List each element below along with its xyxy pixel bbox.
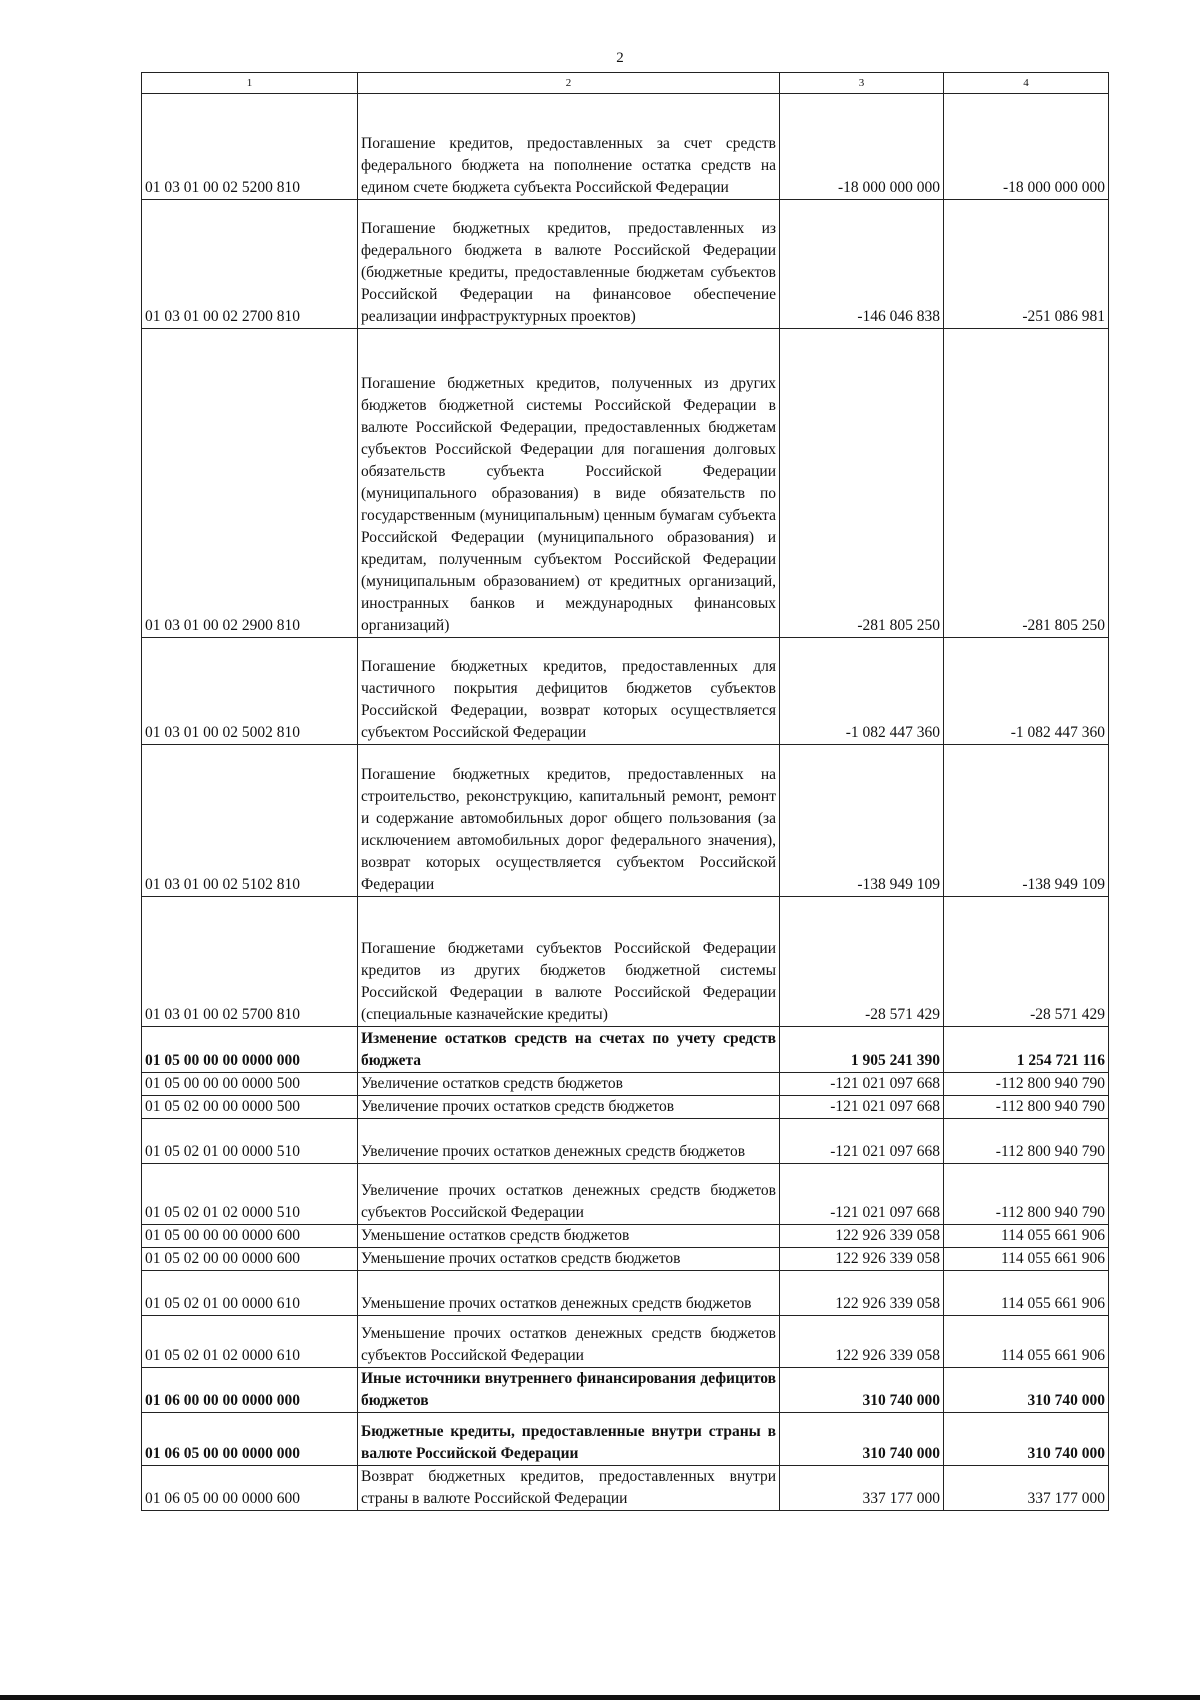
row-value-col3: -146 046 838 [780,200,944,329]
row-value-col4: 310 740 000 [944,1413,1109,1466]
row-value-col4: -112 800 940 790 [944,1119,1109,1164]
row-code: 01 05 02 01 00 0000 610 [142,1271,358,1316]
row-name: Иные источники внутреннего финансирования дефицитов бюджетов [358,1368,780,1413]
row-code: 01 06 05 00 00 0000 600 [142,1466,358,1511]
budget-sources-table [141,72,1109,1511]
row-name: Увеличение остатков средств бюджетов [358,1073,780,1096]
row-name: Уменьшение прочих остатков денежных средств бюджетов субъектов Российской Федерации [358,1316,780,1368]
row-value-col4: -112 800 940 790 [944,1073,1109,1096]
row-value-col3: -121 021 097 668 [780,1096,944,1119]
table-row [142,200,1109,329]
row-value-col3: -121 021 097 668 [780,1164,944,1225]
table-row [142,1413,1109,1466]
row-value-col3: 122 926 339 058 [780,1248,944,1271]
row-value-col3: 122 926 339 058 [780,1316,944,1368]
table-row [142,1271,1109,1316]
row-code: 01 03 01 00 02 5200 810 [142,94,358,200]
table-row [142,329,1109,638]
row-value-col4: 1 254 721 116 [944,1027,1109,1073]
row-value-col3: -121 021 097 668 [780,1119,944,1164]
row-value-col4: -251 086 981 [944,200,1109,329]
table-row [142,638,1109,745]
column-header-3: 3 [780,73,944,94]
row-name: Увеличение прочих остатков средств бюджетов [358,1096,780,1119]
row-code: 01 06 00 00 00 0000 000 [142,1368,358,1413]
row-name: Уменьшение прочих остатков денежных средств бюджетов [358,1271,780,1316]
row-name: Погашение бюджетных кредитов, предоставленных из федерального бюджета в валюте Российской Федерации (бюджетные кредиты, предоставленные бюджетам субъектов Российской Федерации на финансовое обеспечение реализации инфраструктурных проектов) [358,200,780,329]
row-value-col4: -1 082 447 360 [944,638,1109,745]
table-row [142,1119,1109,1164]
row-value-col4: -112 800 940 790 [944,1164,1109,1225]
row-name: Изменение остатков средств на счетах по учету средств бюджета [358,1027,780,1073]
table-row [142,1073,1109,1096]
table-row [142,1096,1109,1119]
row-value-col4: 114 055 661 906 [944,1248,1109,1271]
row-value-col4: -18 000 000 000 [944,94,1109,200]
row-code: 01 05 02 00 00 0000 500 [142,1096,358,1119]
row-value-col3: 1 905 241 390 [780,1027,944,1073]
row-value-col3: -121 021 097 668 [780,1073,944,1096]
row-value-col4: 114 055 661 906 [944,1225,1109,1248]
scan-bottom-edge [0,1695,1200,1700]
row-name: Погашение бюджетами субъектов Российской Федерации кредитов из других бюджетов бюджетной системы Российской Федерации в валюте Российской Федерации (специальные казначейские кредиты) [358,897,780,1027]
row-name: Погашение бюджетных кредитов, полученных из других бюджетов бюджетной системы Российской Федерации в валюте Российской Федерации, предоставленных бюджетам субъектов Российской Федерации для погашения долговых обязательств субъекта Российской Федерации (муниципального образования) в виде обязательств по государственным (муниципальным) ценным бумагам субъекта Российской Федерации (муниципального образования) и кредитам, полученным субъектом Российской Федерации (муниципальным образованием) от кредитных организаций, иностранных банков и международных финансовых организаций) [358,329,780,638]
table-row [142,745,1109,897]
table-row [142,1316,1109,1368]
row-code: 01 05 02 01 02 0000 510 [142,1164,358,1225]
row-value-col4: -112 800 940 790 [944,1096,1109,1119]
column-header-1: 1 [142,73,358,94]
row-value-col4: -138 949 109 [944,745,1109,897]
row-name: Погашение бюджетных кредитов, предоставленных на строительство, реконструкцию, капитальный ремонт, ремонт и содержание автомобильных дорог общего пользования (за исключением автомобильных дорог федерального значения), возврат которых осуществляется субъектом Российской Федерации [358,745,780,897]
row-code: 01 05 00 00 00 0000 000 [142,1027,358,1073]
table-row [142,1164,1109,1225]
column-header-4: 4 [944,73,1109,94]
row-code: 01 03 01 00 02 2900 810 [142,329,358,638]
row-value-col4: 337 177 000 [944,1466,1109,1511]
row-name: Погашение бюджетных кредитов, предоставленных для частичного покрытия дефицитов бюджетов субъектов Российской Федерации, возврат которых осуществляется субъектом Российской Федерации [358,638,780,745]
table-row [142,1368,1109,1413]
table-row [142,94,1109,200]
row-code: 01 05 00 00 00 0000 600 [142,1225,358,1248]
row-value-col3: -28 571 429 [780,897,944,1027]
row-code: 01 05 02 01 02 0000 610 [142,1316,358,1368]
row-code: 01 06 05 00 00 0000 000 [142,1413,358,1466]
row-name: Уменьшение остатков средств бюджетов [358,1225,780,1248]
row-value-col3: 122 926 339 058 [780,1225,944,1248]
table-row [142,897,1109,1027]
row-name: Увеличение прочих остатков денежных средств бюджетов [358,1119,780,1164]
row-name: Возврат бюджетных кредитов, предоставленных внутри страны в валюте Российской Федерации [358,1466,780,1511]
row-value-col3: -1 082 447 360 [780,638,944,745]
row-code: 01 05 02 01 00 0000 510 [142,1119,358,1164]
row-value-col3: 337 177 000 [780,1466,944,1511]
row-value-col3: 310 740 000 [780,1413,944,1466]
row-code: 01 05 02 00 00 0000 600 [142,1248,358,1271]
column-header-2: 2 [358,73,780,94]
table-row [142,1466,1109,1511]
table-row [142,1027,1109,1073]
row-value-col3: 310 740 000 [780,1368,944,1413]
row-code: 01 03 01 00 02 5002 810 [142,638,358,745]
row-name: Бюджетные кредиты, предоставленные внутри страны в валюте Российской Федерации [358,1413,780,1466]
row-value-col3: -18 000 000 000 [780,94,944,200]
row-value-col4: -281 805 250 [944,329,1109,638]
page-number: 2 [616,50,624,66]
table-row [142,1225,1109,1248]
row-value-col4: 114 055 661 906 [944,1271,1109,1316]
row-code: 01 03 01 00 02 5102 810 [142,745,358,897]
row-value-col4: -28 571 429 [944,897,1109,1027]
table-row [142,1248,1109,1271]
table-header-row [142,73,1109,94]
row-name: Увеличение прочих остатков денежных средств бюджетов субъектов Российской Федерации [358,1164,780,1225]
row-code: 01 03 01 00 02 2700 810 [142,200,358,329]
row-value-col4: 310 740 000 [944,1368,1109,1413]
row-name: Уменьшение прочих остатков средств бюджетов [358,1248,780,1271]
row-code: 01 05 00 00 00 0000 500 [142,1073,358,1096]
row-value-col3: -138 949 109 [780,745,944,897]
row-value-col3: 122 926 339 058 [780,1271,944,1316]
row-value-col3: -281 805 250 [780,329,944,638]
row-name: Погашение кредитов, предоставленных за счет средств федерального бюджета на пополнение остатка средств на едином счете бюджета субъекта Российской Федерации [358,94,780,200]
row-value-col4: 114 055 661 906 [944,1316,1109,1368]
row-code: 01 03 01 00 02 5700 810 [142,897,358,1027]
